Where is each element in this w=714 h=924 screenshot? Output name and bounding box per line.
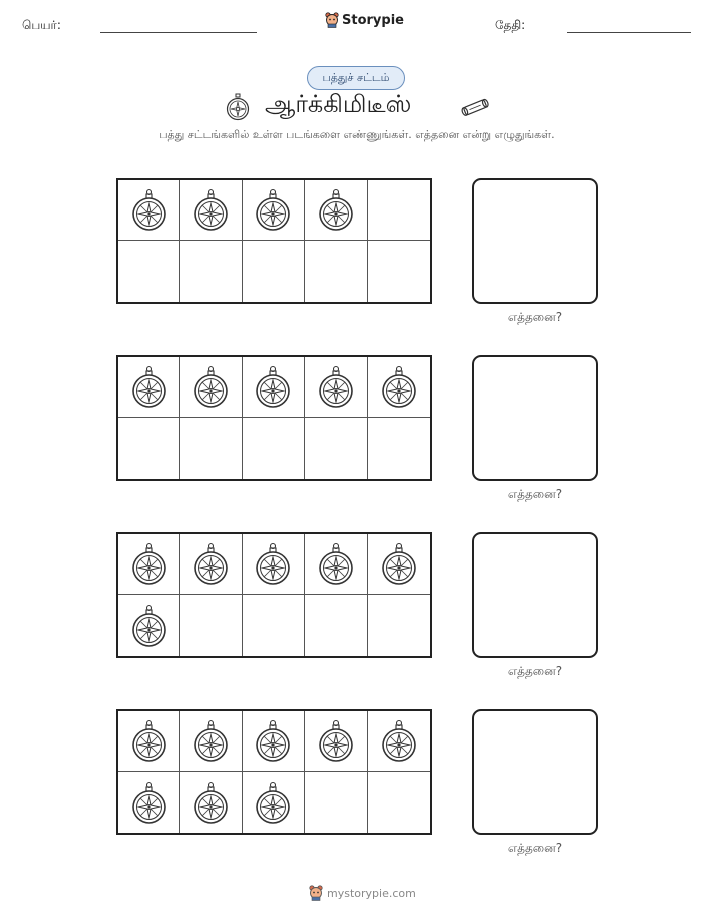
answer-box-1[interactable] [472, 178, 598, 304]
compass-icon [192, 365, 230, 409]
compass-icon [130, 604, 168, 648]
name-label: பெயர்: [22, 18, 61, 32]
ten-frame-cell [305, 772, 367, 833]
ten-frame-cell [368, 534, 430, 595]
brand-name: Storypie [342, 12, 404, 28]
ten-frame-cell [243, 241, 305, 302]
compass-icon [317, 542, 355, 586]
ten-frame-cell [368, 418, 430, 479]
date-line[interactable] [567, 32, 691, 33]
compass-icon [192, 719, 230, 763]
ten-frame-cell [305, 711, 367, 772]
ten-frame-cell [180, 595, 242, 656]
ten-frame-cell [180, 180, 242, 241]
answer-prompt-2: எத்தனை? [507, 487, 563, 501]
compass-icon [317, 188, 355, 232]
ten-frame-cell [243, 534, 305, 595]
ten-frame-cell [368, 711, 430, 772]
scroll-icon [460, 96, 492, 118]
compass-icon [192, 188, 230, 232]
ten-frame-cell [118, 772, 180, 833]
ten-frame-cell [243, 357, 305, 418]
ten-frame-cell [243, 772, 305, 833]
ten-frame-cell [305, 595, 367, 656]
ten-frame-cell [180, 711, 242, 772]
storypie-mascot-icon [325, 12, 339, 28]
date-label: தேதி: [495, 18, 526, 32]
compass-icon [380, 719, 418, 763]
ten-frame-cell [368, 357, 430, 418]
ten-frame-cell [305, 418, 367, 479]
ten-frame-cell [118, 357, 180, 418]
ten-frame-cell [118, 711, 180, 772]
ten-frame-cell [180, 241, 242, 302]
instructions: பத்து சட்டங்களில் உள்ள படங்களை எண்ணுங்கள். எத்தனை என்று எழுதுங்கள். [159, 128, 555, 141]
ten-frame-cell [118, 418, 180, 479]
compass-icon [192, 542, 230, 586]
compass-icon [254, 542, 292, 586]
worksheet-title: ஆர்க்கிமிடீஸ் [265, 90, 412, 118]
name-line[interactable] [100, 32, 257, 33]
ten-frame-cell [118, 241, 180, 302]
compass-icon [317, 719, 355, 763]
answer-prompt-4: எத்தனை? [507, 841, 563, 855]
ten-frame-cell [243, 711, 305, 772]
compass-icon [130, 188, 168, 232]
footer-url: mystorypie.com [327, 886, 416, 900]
compass-icon [254, 719, 292, 763]
ten-frame-cell [180, 418, 242, 479]
ten-frame-cell [118, 595, 180, 656]
answer-box-4[interactable] [472, 709, 598, 835]
compass-icon [317, 365, 355, 409]
ten-frame-cell [368, 241, 430, 302]
compass-icon [254, 365, 292, 409]
ten-frame-cell [305, 534, 367, 595]
compass-icon [380, 365, 418, 409]
compass-icon [130, 781, 168, 825]
footer [309, 885, 416, 901]
ten-frame-1 [116, 178, 432, 304]
ten-frame-cell [305, 180, 367, 241]
answer-prompt-1: எத்தனை? [507, 310, 563, 324]
ten-frame-3 [116, 532, 432, 658]
compass-icon [130, 719, 168, 763]
compass-icon [254, 781, 292, 825]
compass-icon [226, 93, 250, 121]
ten-frame-4 [116, 709, 432, 835]
compass-icon [380, 542, 418, 586]
ten-frame-cell [305, 241, 367, 302]
ten-frame-cell [118, 534, 180, 595]
ten-frame-cell [305, 357, 367, 418]
brand-logo [325, 12, 404, 28]
compass-icon [130, 542, 168, 586]
ten-frame-cell [243, 595, 305, 656]
answer-box-3[interactable] [472, 532, 598, 658]
worksheet-type-badge [307, 66, 405, 90]
badge-label: பத்துச் சட்டம் [322, 70, 390, 84]
compass-icon [192, 781, 230, 825]
ten-frame-cell [180, 534, 242, 595]
ten-frame-cell [368, 595, 430, 656]
ten-frame-cell [368, 772, 430, 833]
ten-frame-cell [243, 180, 305, 241]
ten-frame-cell [243, 418, 305, 479]
storypie-mascot-icon [309, 885, 323, 901]
answer-box-2[interactable] [472, 355, 598, 481]
ten-frame-cell [368, 180, 430, 241]
compass-icon [254, 188, 292, 232]
ten-frame-cell [118, 180, 180, 241]
ten-frame-2 [116, 355, 432, 481]
compass-icon [130, 365, 168, 409]
ten-frame-cell [180, 357, 242, 418]
ten-frame-cell [180, 772, 242, 833]
answer-prompt-3: எத்தனை? [507, 664, 563, 678]
